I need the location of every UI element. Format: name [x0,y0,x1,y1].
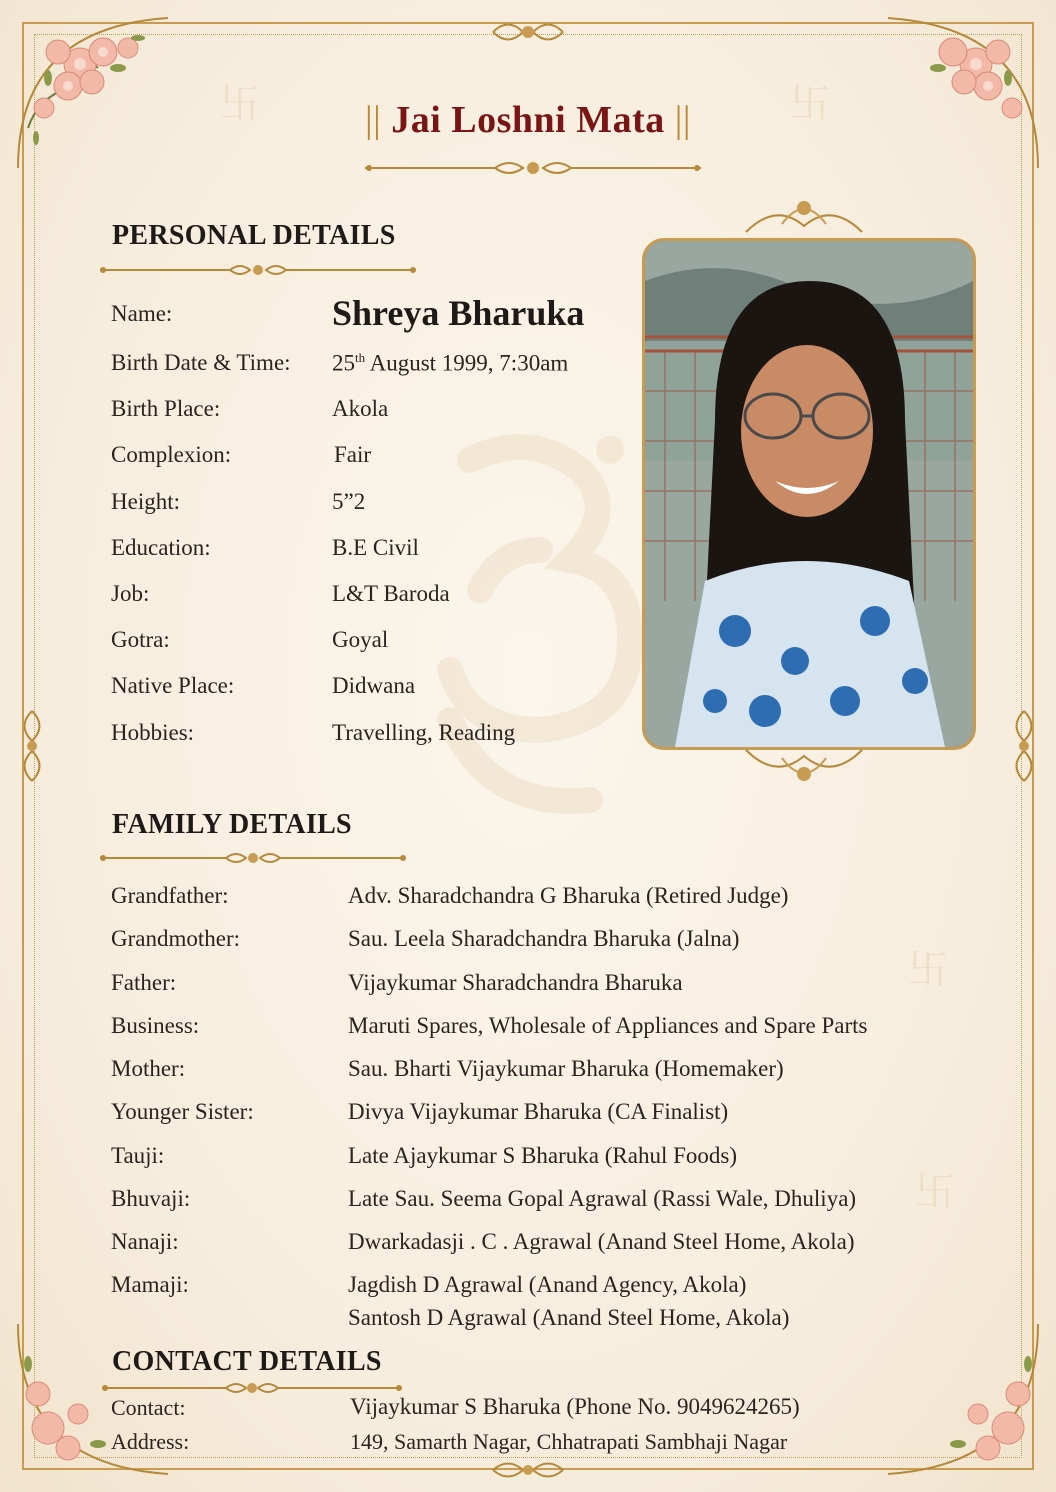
tauji-value: Late Ajaykumar S Bharuka (Rahul Foods) [348,1143,738,1168]
grandfather-label: Grandfather: [111,883,229,908]
gotra-label: Gotra: [111,627,170,652]
contact-label: Contact: [111,1395,186,1420]
mamaji-label: Mamaji: [111,1272,189,1297]
section-divider [100,260,416,280]
filigree-ornament-icon [488,12,568,52]
floral-corner-icon [8,8,178,178]
nanaji-value: Dwarkadasji . C . Agrawal (Anand Steel Home, Akola) [348,1229,855,1254]
father-value: Vijaykumar Sharadchandra Bharuka [348,970,683,995]
education-label: Education: [111,535,211,560]
birth-label: Birth Date & Time: [111,350,291,375]
bhuvaji-label: Bhuvaji: [111,1186,191,1211]
hobbies-value: Travelling, Reading [332,720,516,745]
address-label: Address: [111,1429,190,1454]
younger-sister-label: Younger Sister: [111,1099,254,1124]
title-text: Jai Loshni Mata [391,99,665,141]
floral-corner-icon [878,1314,1048,1484]
swastik-icon: 卐 [915,1169,955,1215]
job-label: Job: [111,581,150,606]
swastik-icon: 卐 [790,81,830,127]
complexion-label: Complexion: [111,442,232,467]
om-watermark-icon [410,420,670,840]
contact-section-title: CONTACT DETAILS [112,1346,382,1377]
title-divider [365,156,701,180]
filigree-ornament-icon [12,706,52,786]
filigree-ornament-icon [1004,706,1044,786]
profile-photo [642,238,976,750]
swastik-icon: 卐 [908,947,948,993]
hobbies-label: Hobbies: [111,720,195,745]
birth-value: 25th August 1999, 7:30am [332,350,569,376]
floral-corner-icon [878,8,1048,178]
education-value: B.E Civil [332,535,419,560]
native-place-label: Native Place: [111,673,235,698]
personal-section-title: PERSONAL DETAILS [112,220,396,251]
family-section-title: FAMILY DETAILS [112,809,352,840]
bhuvaji-value: Late Sau. Seema Gopal Agrawal (Rassi Wale, Dhuliya) [348,1186,857,1211]
mamaji-value: Jagdish D Agrawal (Anand Agency, Akola) [348,1272,747,1297]
mother-value: Sau. Bharti Vijaykumar Bharuka (Homemaker) [348,1056,784,1081]
birth-place-label: Birth Place: [111,396,221,421]
business-value: Maruti Spares, Wholesale of Appliances and Spare Parts [348,1013,868,1038]
name-label: Name: [111,301,173,326]
complexion-value: Fair [334,442,372,467]
page-title: || Jai Loshni Mata || [365,99,691,141]
business-label: Business: [111,1013,200,1038]
younger-sister-value: Divya Vijaykumar Bharuka (CA Finalist) [348,1099,729,1124]
swastik-icon: 卐 [220,81,260,127]
tauji-label: Tauji: [111,1143,165,1168]
mamaji-value-second: Santosh D Agrawal (Anand Steel Home, Akola) [348,1305,790,1330]
section-divider [100,848,406,868]
grandfather-value: Adv. Sharadchandra G Bharuka (Retired Judge) [348,883,789,908]
father-label: Father: [111,970,177,995]
mother-label: Mother: [111,1056,186,1081]
height-value: 5”2 [332,489,366,514]
native-place-value: Didwana [332,673,416,698]
name-value: Shreya Bharuka [332,293,585,333]
job-value: L&T Baroda [332,581,450,606]
filigree-ornament-icon [488,1452,568,1488]
filigree-ornament-icon [742,744,866,788]
filigree-ornament-icon [742,194,866,238]
grandmother-value: Sau. Leela Sharadchandra Bharuka (Jalna) [348,926,740,951]
gotra-value: Goyal [332,627,389,652]
nanaji-label: Nanaji: [111,1229,179,1254]
address-value: 149, Samarth Nagar, Chhatrapati Sambhaji Nagar [350,1429,788,1454]
contact-value: Vijaykumar S Bharuka (Phone No. 9049624265) [350,1394,800,1419]
grandmother-label: Grandmother: [111,926,241,951]
height-label: Height: [111,489,180,514]
birth-place-value: Akola [332,396,389,421]
